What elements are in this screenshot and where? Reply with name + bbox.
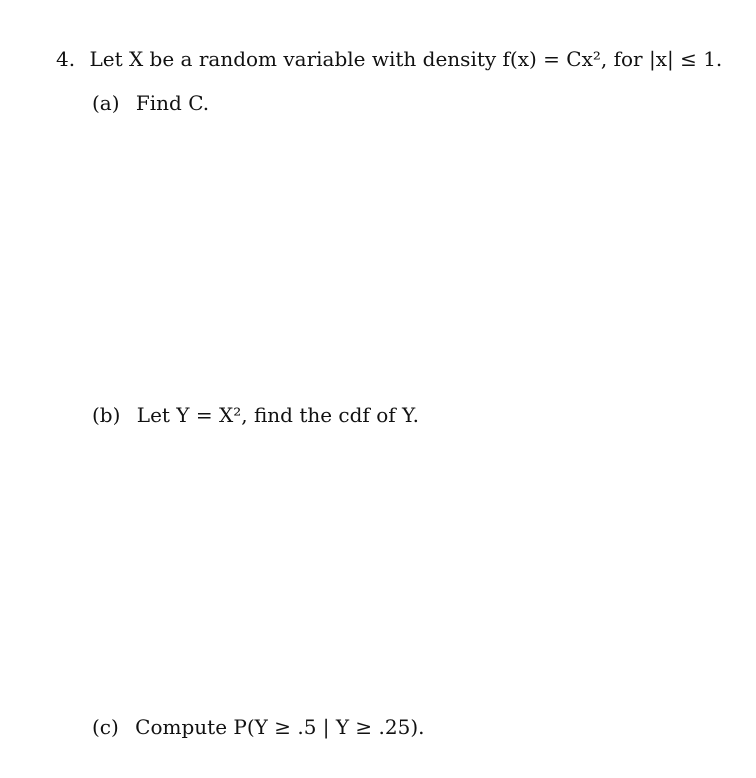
problem-text: Let X be a random variable with density f(x) = Cx², for |x| ≤ 1. (89, 47, 723, 71)
problem-number: 4. (56, 47, 76, 71)
part-c (92, 715, 425, 739)
part-b-text: Let Y = X², find the cdf of Y. (136, 403, 419, 427)
part-a-text: Find C. (135, 91, 210, 115)
part-c-text: Compute P(Y ≥ .5 | Y ≥ .25). (135, 715, 425, 739)
part-a-label: (a) (92, 91, 120, 115)
problem-statement (56, 47, 722, 71)
part-b-label: (b) (92, 403, 121, 427)
part-b (92, 403, 419, 427)
part-a (92, 91, 209, 115)
part-c-label: (c) (92, 715, 119, 739)
